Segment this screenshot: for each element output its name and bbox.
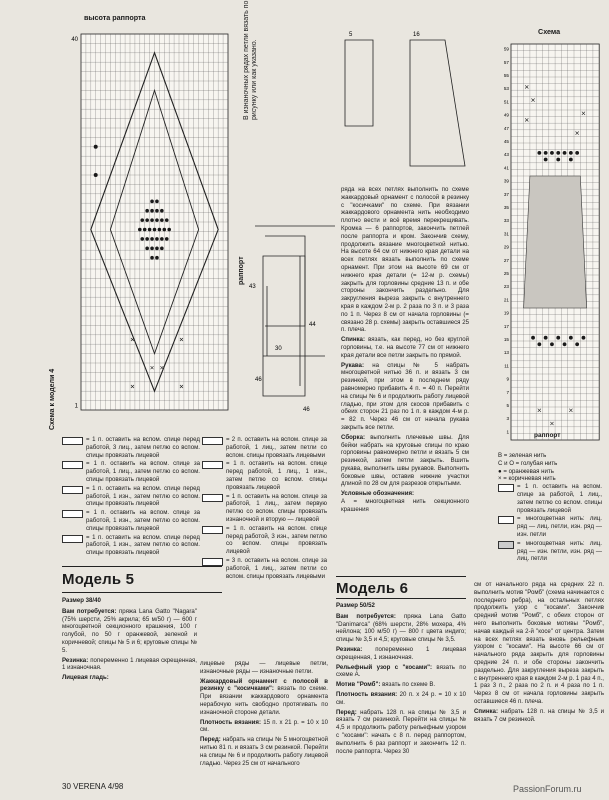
sleeve-piece-outline xyxy=(410,40,465,166)
bobble-dot xyxy=(94,145,98,149)
row-label: 1 xyxy=(74,403,78,410)
bobble-dot xyxy=(158,228,162,232)
bobble-dot xyxy=(537,151,541,155)
bobble-dot xyxy=(563,151,567,155)
divider xyxy=(336,576,466,577)
right-column-text: см от начального ряда на средних 22 п. выполнить мотив "Ромб" (схема начинается с последнего ребра), на остальных петлях продолжить узор с "косами". Закончив средний мотив "Ромб", с обеих сторон от него выполнить боковые мотивы "Ромб", начав каждый на 2-й "косе" от центра. Затем на всех петлях вязать вновь рельефным узором с "косами". На высоте 66 см от начального ряда закрыть для горловины средние 24 п. и обе стороны закончить раздельно. Для закругления выреза закрыть с внутреннего края в каждом 2-м р. 1 раз 4 п., 1 раз 3 п., 2 раза по 2 п. и 4 раза по 1 п. Через 8 см от начала горловины закрыть оставшиеся 46 п. плеча. Спинка: набрать 128 п. на спицы № 3,5 и вязать 7 см резинкой. xyxy=(474,581,604,723)
legend-item: = 1 п. оставить на вспом. спице перед работой, 1 изн., затем петлю со вспом. спицы провязать лицевой xyxy=(62,485,200,508)
cable-symbol-icon xyxy=(62,510,83,518)
watermark: PassionForum.ru xyxy=(513,784,582,794)
bobble-dot xyxy=(160,237,164,241)
legend-item: = 1 п. оставить на вспом. спице за работой, 1 лиц., затем петлю со вспом. спицы провязать лицевой xyxy=(498,483,602,514)
bobble-dot xyxy=(145,218,149,222)
knitting-chart-model6 xyxy=(497,38,603,446)
bobble-dot xyxy=(150,200,154,204)
bobble-dot xyxy=(94,173,98,177)
cable-symbol-icon xyxy=(202,494,223,502)
bobble-dot xyxy=(569,336,573,340)
bobble-dot xyxy=(153,228,157,232)
bobble-dot xyxy=(544,151,548,155)
dim-label-4: 46 xyxy=(255,377,262,383)
row-label: 11 xyxy=(504,363,509,369)
legend-item: = многоцветная нить: лиц. ряд — лиц. петли, изн. ряд — изн. петли xyxy=(498,515,602,538)
row-label: 21 xyxy=(503,297,509,303)
row-label: 13 xyxy=(503,350,509,356)
row-label: 45 xyxy=(503,139,509,144)
bobble-dot xyxy=(575,342,579,346)
bobble-dot xyxy=(145,247,149,251)
chart-side-title: Схема к модели 4 xyxy=(49,368,56,430)
row-label: 51 xyxy=(503,99,509,105)
row-label: 53 xyxy=(503,86,509,92)
model6-title: Модель 6 xyxy=(336,580,409,597)
bobble-dot xyxy=(163,228,167,232)
cable-symbol-icon xyxy=(202,526,223,534)
row-label: 9 xyxy=(506,376,509,382)
bobble-dot xyxy=(582,336,586,340)
bobble-dot xyxy=(150,209,154,213)
yarn-symbol-icon xyxy=(498,541,514,549)
bobble-dot xyxy=(155,247,159,251)
bobble-dot xyxy=(160,209,164,213)
bobble-dot xyxy=(537,342,541,346)
bobble-dot xyxy=(150,247,154,251)
divider xyxy=(336,598,466,599)
yarn-symbol-icon xyxy=(498,516,514,524)
row-label: 25 xyxy=(503,271,509,276)
body-piece-outline xyxy=(265,236,305,326)
legend-item: = 1 п. оставить на вспом. спице перед работой, 3 лиц., затем петлю со вспом. спицы провязать лицевой xyxy=(62,436,200,459)
bobble-dot xyxy=(148,228,152,232)
cable-symbol-icon xyxy=(62,461,83,469)
row-label: 29 xyxy=(503,244,509,250)
row-label: 33 xyxy=(503,218,509,224)
bobble-dot xyxy=(143,228,147,232)
row-label: 47 xyxy=(503,125,509,131)
inside-rows-note: В изнаночных рядах петли вязать по рисунку или как указано. xyxy=(243,0,259,120)
scheme-right-title: Схема xyxy=(538,27,561,36)
bobble-dot xyxy=(155,256,159,260)
dim-label-2: 44 xyxy=(309,322,316,328)
row-label: 59 xyxy=(503,46,509,52)
row-label: 35 xyxy=(503,205,509,210)
row-label: 57 xyxy=(503,59,509,65)
model5-text-col1: Размер 38/40 Вам потребуется: пряжа Lana Gatto "Nagara" (75% шерсти, 25% акрила; 65 м/50 г) — 600 г многоцветной секционного крашения, 100 г голубой, по 50 г оранжевой, зеленой и коричневой; спицы № 5 и 6; круговые спицы № 5. Резинка: попеременно 1 лицевая скрещенная, 1 изнаночная. Лицевая гладь: xyxy=(62,597,198,682)
motif-shape xyxy=(524,176,587,308)
repeat-height-label: высота раппорта xyxy=(84,13,146,22)
bobble-dot xyxy=(544,336,548,340)
row-label: 27 xyxy=(503,257,509,263)
legend-item: = 1 п. оставить на вспом. спице перед работой, 3 изн., затем петлю со вспом. спицы провязать лицевой xyxy=(202,525,327,556)
cable-symbol-icon xyxy=(62,486,83,494)
row-label: 23 xyxy=(503,284,509,290)
knitting-chart-model4 xyxy=(65,26,230,421)
legend-item: = 2 п. оставить на вспом. спице за работой, 1 лиц., затем петли со вспом. спицы провязать лицевыми xyxy=(202,436,327,459)
dim-label-3: 30 xyxy=(275,346,282,352)
row-label: 31 xyxy=(503,231,509,237)
bobble-dot xyxy=(563,342,567,346)
row-label: 19 xyxy=(503,310,509,316)
back-piece-outline xyxy=(345,40,373,126)
row-label: 40 xyxy=(71,37,78,44)
bobble-dot xyxy=(155,237,159,241)
row-label: 15 xyxy=(503,337,509,342)
bobble-dot xyxy=(138,228,142,232)
legend-item: = 1 п. оставить на вспом. спице за работой, 1 лиц., затем первую петлю со вспом. спицы провязать изнаночной и вторую — лицевой xyxy=(202,493,327,524)
divider xyxy=(62,566,222,567)
row-label: 7 xyxy=(506,389,509,395)
row-label: 49 xyxy=(503,112,509,118)
bobble-dot xyxy=(150,237,154,241)
bobble-dot xyxy=(569,151,573,155)
row-label: 1 xyxy=(506,429,509,435)
bobble-dot xyxy=(150,218,154,222)
cable-symbol-icon xyxy=(202,437,223,445)
bobble-dot xyxy=(556,158,560,162)
model5-text-col2: лицевые ряды — лицевые петли, изнаночные ряды — изнаночные петли. Жаккардовый орнамент с полосой в резинку с "косичками": вязать по схеме. При вязании жаккардового орнамента нерабочую нить свободно протягивать по изнаночной стороне детали. Плотность вязания: 15 п. х 21 р. = 10 х 10 см. Перед: набрать на спицы № 5 многоцветной нитью 81 п. и вязать 3 см резинкой. Перейти на спицы № 6 и продолжить работу лицевой гладью. Через 25 см от начального xyxy=(200,660,328,767)
cable-symbol-icon xyxy=(62,535,83,543)
legend-left xyxy=(62,436,200,558)
mid-column-text: ряда на всех петлях выполнить по схеме жаккардовый орнамент с полосой в резинку с "косичками" по схеме. При вязании жаккардового орнамента нить необходимо плотно вести и всё время перекрещивать. Кромка — 6 раппортов, закончить петлей после раппорта и кром. Закончив схему, продолжить вязание многоцветной нитью. На высоте 64 см от нижнего края детали на всех петлях вязать выполнить по схеме орнамент. При этом на высоте 69 см от нижнего края детали (= 12-м р. схемы) закрыть для горловины средние 13 п. и обе стороны закончить раздельно. Для закругления выреза закрыть с внутреннего края в каждом 2-м р. 2 раза по 3 п. и 3 раза по 1 п. Через 8 см от начала горловины (= связано 28 р. схемы) закрыть оставшиеся 25 п. плеча. Спинка: вязать, как перед, но без круглой горловины, т.е. на высоте 77 см от нижнего края детали все петли закрыть по прямой. Рукава: на спицы № 5 набрать многоцветной нитью 36 п. и вязать 3 см резинкой, при этом в последнем ряду равномерно прибавить 4 п. = 40 п. Перейти на спицы № 6 и продолжить работу лицевой гладью, при этом для скосов прибавить с обеих сторон 21 раз по 1 п. в каждом 4-м р. = 82 п. Через 46 см от начала рукава закрыть все петли. Сборка: выполнить плечевые швы. Для бейки набрать на круговые спицы по краю горловины равномерно петли и вязать 5 см резинкой, затем петли закрыть. Вшить рукава, выполнить швы рукавов. Выполнить боковые швы, оставив нижние участки длиной по 28 см для разрезов открытыми. Условные обозначения: А = многоцветная нить секционного крашения xyxy=(341,186,469,513)
bobble-dot xyxy=(165,237,169,241)
bobble-dot xyxy=(160,218,164,222)
cable-symbol-icon xyxy=(202,558,223,566)
model6-text: Размер 50/52 Вам потребуется: пряжа Lana Gatto "Danimarca" (68% шерсти, 28% мохера, 4% нейлона; 100 м/50 г) — 800 г цвета индиго; спицы № 3,5 и 4,5; круговые спицы № 3,5. Резинка: попеременно 1 лицевая скрещенная, 1 изнаночная. Рельефный узор с "косами": вязать по схеме А. Мотив "Ромб": вязать по схеме В. Плотность вязания: 20 п. х 24 р. = 10 х 10 см. Перед: набрать 128 п. на спицы № 3,5 и вязать 7 см резинкой. Перейти на спицы № 4,5 и продолжить работу рельефным узором с "косами": начать с 8 п. перед раппортом, выполнить 6 раз раппорт и закончить 12 п. после раппорта. Через 30 xyxy=(336,602,467,755)
rapport-vertical-label: раппорт xyxy=(238,256,245,285)
row-label: 3 xyxy=(506,416,509,422)
cable-symbol-icon xyxy=(62,437,83,445)
bobble-dot xyxy=(550,342,554,346)
bobble-dot xyxy=(155,209,159,213)
bobble-dot xyxy=(140,237,144,241)
page-footer: 30 VERENA 4/98 xyxy=(62,782,124,791)
bobble-dot xyxy=(556,336,560,340)
bobble-dot xyxy=(556,151,560,155)
row-label: 39 xyxy=(503,178,509,184)
legend-item: = 3 п. оставить на вспом. спице за работой, 1 лиц., затем петли со вспом. спицы провязать лицевыми xyxy=(202,557,327,580)
row-label: 5 xyxy=(506,403,509,408)
bobble-dot xyxy=(550,151,554,155)
cable-symbol-icon xyxy=(202,461,223,469)
bobble-dot xyxy=(145,209,149,213)
divider xyxy=(62,592,222,593)
legend-item: = 1 п. оставить на вспом. спице за работой, 1 изн., затем петлю со вспом. спицы провязать лицевой xyxy=(62,509,200,532)
row-label: 55 xyxy=(503,73,509,78)
model5-title: Модель 5 xyxy=(62,571,135,588)
cable-symbol-icon xyxy=(498,484,514,492)
bobble-dot xyxy=(155,218,159,222)
bobble-dot xyxy=(150,256,154,260)
legend-item: = 1 п. оставить на вспом. спице перед работой, 1 лиц., 1 изн., затем петлю со вспом. спицы провязать лицевой xyxy=(202,460,327,491)
legend-item: = 1 п. оставить на вспом. спице за работой, 1 лиц., затем петлю со вспом. спицы провязать лицевой xyxy=(62,460,200,483)
bobble-dot xyxy=(160,247,164,251)
dim-label-7: 16 xyxy=(413,32,420,38)
dim-label-5: 46 xyxy=(303,407,310,413)
bobble-dot xyxy=(569,158,573,162)
row-label: 41 xyxy=(503,165,509,171)
row-label: 43 xyxy=(503,152,509,158)
legend-mid xyxy=(202,436,327,581)
dim-label-1: 43 xyxy=(249,284,256,290)
bobble-dot xyxy=(531,336,535,340)
legend-item: = 1 п. оставить на вспом. спице перед работой, 1 изн., затем петлю со вспом. спицы провязать лицевой xyxy=(62,534,200,557)
legend-item: = многоцветная нить: лиц. ряд — изн. петли, изн. ряд — лиц. петли xyxy=(498,540,602,563)
rapport-bottom-label: раппорт xyxy=(534,432,561,439)
bobble-dot xyxy=(155,200,159,204)
bobble-dot xyxy=(140,218,144,222)
bobble-dot xyxy=(575,151,579,155)
bobble-dot xyxy=(544,158,548,162)
dim-label-6: 5 xyxy=(349,32,353,38)
bobble-dot xyxy=(167,228,171,232)
row-label: 17 xyxy=(503,323,509,329)
row-label: 37 xyxy=(503,191,509,197)
legend-right: В = зеленая нить С и О = голубая нить ● = оранжевая нить × = коричневая нить = 1 п. оставить на вспом. спице за работой, 1 лиц., затем петлю со вспом. спицы провязать лицевой = многоцветная нить: лиц. ряд — лиц. петли, изн. ряд — изн. петли = многоцветная нить: лиц. ряд — изн. петли, изн. ряд — лиц. петли xyxy=(498,452,602,563)
bobble-dot xyxy=(145,237,149,241)
bobble-dot xyxy=(165,218,169,222)
